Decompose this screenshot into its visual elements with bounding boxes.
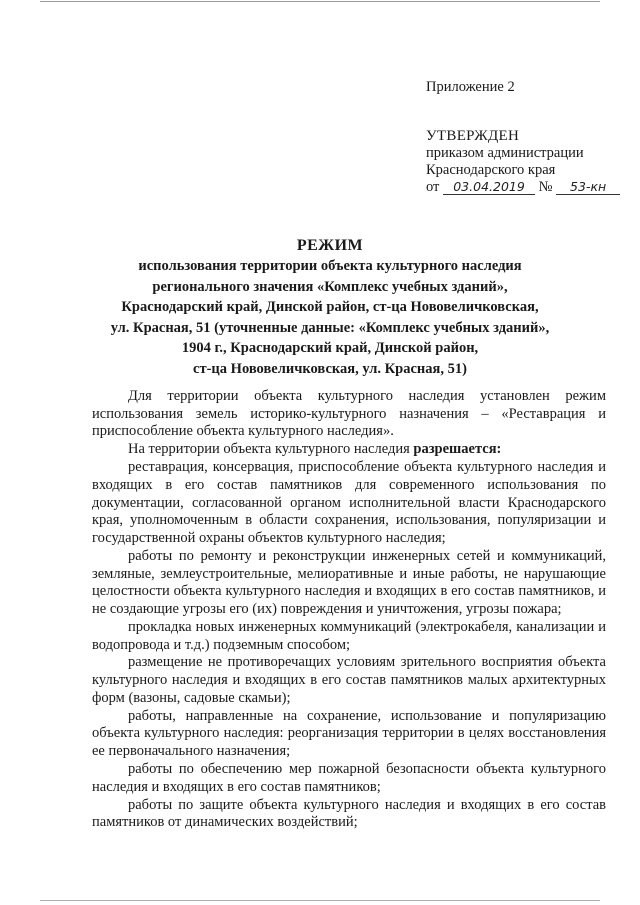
document-title <box>60 236 600 379</box>
title-line: использования территории объекта культурного наследия <box>138 258 522 274</box>
order-date-line <box>426 179 626 196</box>
top-scan-border <box>40 1 600 2</box>
body-paragraph: работы, направленные на сохранение, использование и популяризацию объекта культурного наследия: реорганизация территории в целях восстановления ее первоначального назначения; <box>92 707 606 760</box>
body-paragraph: прокладка новых инженерных коммуникаций (электрокабеля, канализации и водопровода и т.д.) подземным способом; <box>92 618 606 653</box>
permitted-emphasis: разрешается: <box>413 441 502 458</box>
title-line: ул. Красная, 51 (уточненные данные: «Комплекс учебных зданий», <box>110 319 550 336</box>
title-heading: РЕЖИМ <box>296 237 364 254</box>
bottom-scan-border <box>40 900 600 901</box>
document-body <box>92 388 606 832</box>
body-paragraph: работы по защите объекта культурного наследия и входящих в его состав памятников от динамических воздействий; <box>92 796 606 831</box>
body-paragraph-permitted <box>92 441 606 459</box>
approval-block <box>426 128 626 196</box>
order-line-2: Краснодарского края <box>426 162 556 178</box>
body-paragraph: размещение не противоречащих условиям зрительного восприятия объекта культурного наследия и входящих в его состав памятников малых архитектурных форм (вазоны, садовые скамьи); <box>92 654 606 706</box>
title-line: Краснодарский край, Динской район, ст-ца Нововеличковская, <box>121 299 539 315</box>
number-sign: № <box>538 179 553 195</box>
title-line: регионального значения «Комплекс учебных зданий», <box>152 278 508 295</box>
body-paragraph: работы по обеспечению мер пожарной безопасности объекта культурного наследия и входящих в его состав памятников; <box>92 761 606 795</box>
body-paragraph: реставрация, консервация, приспособление объекта культурного наследия и входящих в его состав памятников для современного использования по документации, согласованной органом исполнительной власти Краснодарского края, уполномоченным в области сохранения, использования, популяризации и государственной охраны объектов культурного наследия; <box>92 459 606 546</box>
order-line-1: приказом администрации <box>426 145 584 161</box>
handwritten-order-number: 53-кн <box>556 179 620 195</box>
body-paragraph: Для территории объекта культурного наследия установлен режим использования земель историко-культурного назначения – «Реставрация и приспособление объекта культурного наследия». <box>92 388 606 440</box>
handwritten-order-date: 03.04.2019 <box>443 179 535 195</box>
appendix-label: Приложение 2 <box>426 79 515 95</box>
title-line: 1904 г., Краснодарский край, Динской район, <box>181 340 479 356</box>
body-paragraph: работы по ремонту и реконструкции инженерных сетей и коммуникаций, земляные, землеустроительные, мелиоративные и иные работы, не нарушающие целостности объекта культурного наследия и входящих в его состав памятников, и не создающие угрозы его (их) повреждения и уничтожения, угрозы пожара; <box>92 547 606 617</box>
title-line: ст-ца Нововеличковская, ул. Красная, 51) <box>193 360 467 377</box>
order-prefix: от <box>426 179 440 195</box>
approved-label: УТВЕРЖДЕН <box>426 128 520 144</box>
permitted-intro: На территории объекта культурного наследия <box>128 441 414 458</box>
